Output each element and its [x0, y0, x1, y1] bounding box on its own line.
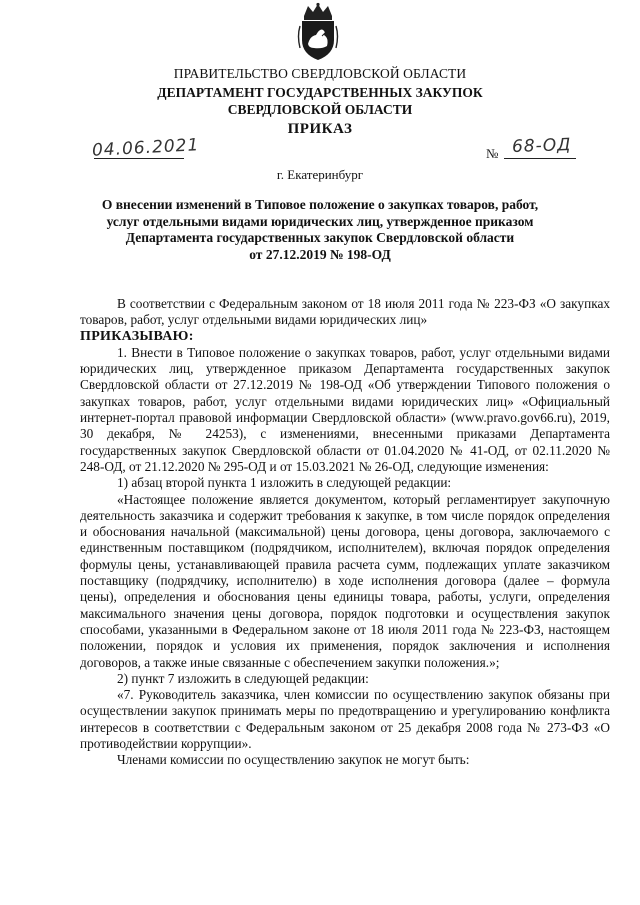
- paragraph-6: Членами комиссии по осуществлению закупок не могут быть:: [117, 752, 470, 768]
- preamble: В соответствии с Федеральным законом от 18 июля 2011 года № 223-ФЗ «О закупках товаров, работ, услуг отдельными видами юридических лиц»: [80, 296, 610, 328]
- prikazyvayu: ПРИКАЗЫВАЮ:: [80, 328, 194, 344]
- document-body: [80, 296, 610, 769]
- department-name-line2: СВЕРДЛОВСКОЙ ОБЛАСТИ: [227, 102, 413, 117]
- order-date: 04.06.2021: [91, 135, 200, 161]
- title-line3: Департамента государственных закупок Свердловской области: [125, 230, 515, 245]
- document-title: [100, 197, 540, 263]
- department-name-line1: ДЕПАРТАМЕНТ ГОСУДАРСТВЕННЫХ ЗАКУПОК: [157, 85, 483, 100]
- paragraph-1: 1. Внести в Типовое положение о закупках товаров, работ, услуг отдельными видами юридических лиц, утвержденное приказом Департамента государственных закупок Свердловской области от 27.12.2019 № 198-ОД «Об утверждении Типового положения о закупках товаров, работ, услуг отдельными видами юридических лиц» «Официальный интернет-портал правовой информации Свердловской области» (www.pravo.gov66.ru), 2019, 30 декабря, № 24253), с изменениями, внесенными приказами Департамента государственных закупок Свердловской области от 01.04.2020 № 41-ОД, от 02.11.2020 № 248-ОД, от 21.12.2020 № 295-ОД и от 15.03.2021 № 26-ОД, следующие изменения:: [80, 344, 610, 474]
- title-line1: О внесении изменений в Типовое положение о закупках товаров, работ,: [101, 197, 539, 212]
- paragraph-5: «7. Руководитель заказчика, член комиссии по осуществлению закупок обязаны при осуществлении закупок принимать меры по предотвращению и урегулированию конфликта интересов в соответствии с Федеральным законом от 25 декабря 2008 года № 273-ФЗ «О противодействии коррупции».: [80, 687, 610, 752]
- order-number: 68-ОД: [511, 134, 572, 158]
- coat-of-arms-icon: [296, 2, 340, 62]
- department-name: [0, 84, 640, 118]
- paragraph-4: 2) пункт 7 изложить в следующей редакции:: [117, 670, 369, 686]
- government-name: ПРАВИТЕЛЬСТВО СВЕРДЛОВСКОЙ ОБЛАСТИ: [173, 66, 467, 81]
- title-line2: услуг отдельными видами юридических лиц, утвержденное приказом: [106, 213, 534, 229]
- number-sign: №: [486, 146, 499, 161]
- paragraph-3: «Настоящее положение является документом, который регламентирует закупочную деятельность заказчика и содержит требования к закупке, в том числе порядок определения и обоснования начальной (максимальной) цены договора, цены договора, заключаемого с единственным поставщиком (подрядчиком, исполнителем), включая порядок определения формулы цены, устанавливающей правила расчета сумм, подлежащих уплате заказчиком поставщику (подрядчику, исполнителю) в ходе исполнения договора (далее – формула цены), определения и обоснования цены единицы товара, работы, услуги, определения максимального значения цены договора, порядок подготовки и осуществления закупок способами, указанными в Федеральном законе от 18 июля 2011 года № 223-ФЗ, настоящем положении, порядок и условия их применения, порядок заключения и исполнения договоров, а также иные связанные с обеспечением закупки положения.»;: [80, 491, 610, 670]
- number-underline: [504, 158, 576, 159]
- paragraph-2: 1) абзац второй пункта 1 изложить в следующей редакции:: [117, 475, 452, 491]
- title-line4: от 27.12.2019 № 198-ОД: [249, 246, 391, 262]
- document-type: ПРИКАЗ: [287, 121, 353, 137]
- date-underline: [94, 158, 184, 159]
- city: г. Екатеринбург: [276, 167, 364, 182]
